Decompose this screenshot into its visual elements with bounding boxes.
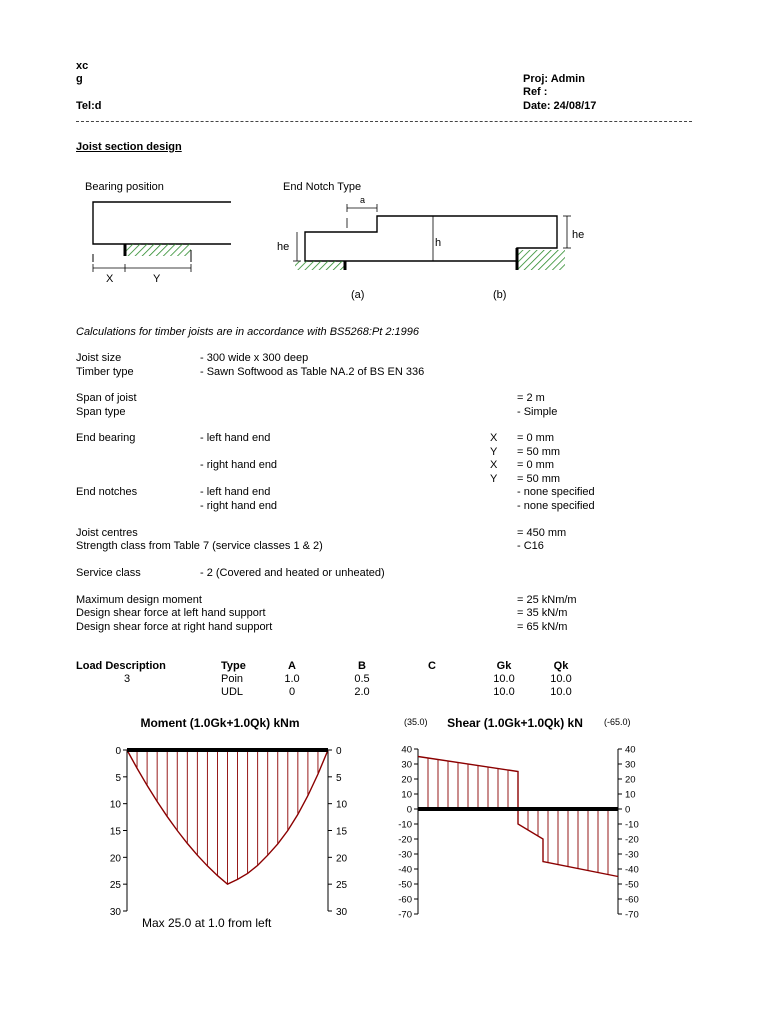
shear-tick-label: 0 [625,804,631,816]
shear-tick-label: 40 [625,744,636,756]
property-row [0,392,768,405]
shear-tick-label: -40 [625,864,639,876]
header-tel: Tel:d [76,100,102,112]
property-label: Span of joist [76,392,137,404]
shear-tick-label: -10 [625,819,639,831]
property-row [0,446,768,459]
property-row [0,352,768,365]
property-value: = 50 mm [517,473,561,485]
property-row [0,500,768,513]
property-row [0,527,768,540]
property-value: = 25 kNm/m [517,594,577,606]
header-date: Date: 24/08/17 [523,100,597,112]
property-desc: - right hand end [200,459,278,471]
property-desc: - left hand end [200,486,271,498]
property-row [0,406,768,419]
property-value: = 0 mm [517,432,554,444]
property-row [0,366,768,379]
moment-tick-label: 20 [109,853,121,865]
caption-b: (b) [493,289,507,301]
property-value: = 65 kN/m [517,621,568,633]
label-h: h [435,237,442,249]
property-label: Design shear force at right hand support [76,621,273,633]
label-x: X [106,273,114,285]
property-row [0,621,768,634]
header-line1: xc [76,60,89,72]
moment-tick-label: 10 [109,799,121,811]
moment-tick-label: 30 [336,907,348,918]
section-title: Joist section design [76,141,182,153]
notch-title: End Notch Type [283,181,362,193]
property-desc: - 2 (Covered and heated or unheated) [200,567,385,579]
label-he-b: he [572,229,585,241]
property-symbol: Y [490,446,498,458]
notch-b-sketch [433,216,571,270]
load-table-cell: 10.0 [550,686,572,698]
property-symbol: X [490,432,498,444]
load-table-header: B [358,660,366,672]
property-desc: - left hand end [200,432,271,444]
load-table-cell: 0.5 [354,673,370,685]
load-table-cell: 2.0 [354,686,370,698]
property-row [0,486,768,499]
load-table-cell: UDL [221,686,244,698]
moment-tick-label: 25 [336,880,348,892]
joist-diagram [70,172,600,304]
shear-tick-label: -40 [398,864,412,876]
moment-tick-label: 0 [336,746,342,757]
notch-a-sketch [293,204,433,270]
property-label: End notches [76,486,138,498]
shear-tick-label: -20 [625,834,639,846]
calc-note: Calculations for timber joists are in accordance with BS5268:Pt 2:1996 [76,326,420,338]
load-table-cell: 10.0 [493,686,515,698]
shear-tick-label: 30 [401,759,412,771]
shear-tick-label: 10 [625,789,636,801]
shear-tick-label: 20 [401,774,412,786]
property-label: Maximum design moment [76,594,202,606]
property-label: Service class [76,567,141,579]
load-table-cell: 10.0 [493,673,515,685]
property-row [0,540,768,553]
property-value: = 50 mm [517,446,561,458]
moment-tick-label: 10 [336,799,348,811]
shear-tick-label: -30 [398,849,412,861]
load-table-header: Type [221,660,246,672]
header-ref: Ref : [523,86,548,98]
moment-tick-label: 30 [109,907,121,918]
moment-title: Moment (1.0Gk+1.0Qk) kNm [140,716,300,730]
property-label: Joist size [76,352,122,364]
moment-tick-label: 5 [336,772,342,784]
shear-tick-label: 40 [401,744,412,756]
property-symbol: Y [490,473,498,485]
property-value: - Simple [517,406,558,418]
shear-tick-label: -50 [398,879,412,891]
shear-tick-label: -10 [398,819,412,831]
shear-title: Shear (1.0Gk+1.0Qk) kN [447,716,583,730]
shear-tick-label: -70 [398,909,412,921]
property-value: = 0 mm [517,459,554,471]
property-label: Span type [76,406,126,418]
property-label: Strength class from Table 7 (service classes 1 & 2) [76,540,323,552]
shear-tick-label: -70 [625,909,639,921]
property-value: = 2 m [517,392,545,404]
moment-plot [110,746,348,918]
load-table-header: C [428,660,436,672]
moment-tick-label: 5 [115,772,121,784]
shear-left-label: (35.0) [404,717,428,727]
header-divider [76,121,692,122]
property-value: = 35 kN/m [517,607,568,619]
load-table-cell: 10.0 [550,673,572,685]
load-table-header: Qk [553,660,569,672]
header-proj: Proj: Admin [523,73,585,85]
moment-tick-label: 15 [109,826,121,838]
property-row [0,567,768,580]
moment-tick-label: 0 [115,746,121,757]
shear-tick-label: -20 [398,834,412,846]
property-value: - none specified [517,500,595,512]
property-row [0,594,768,607]
label-a: a [360,195,366,205]
load-table-header: Gk [496,660,512,672]
property-label: End bearing [76,432,136,444]
property-desc: - right hand end [200,500,278,512]
shear-tick-label: 30 [625,759,636,771]
moment-tick-label: 25 [109,880,121,892]
shear-right-label: (-65.0) [604,717,631,727]
property-label: Design shear force at left hand support [76,607,266,619]
property-label: Timber type [76,366,134,378]
property-row [0,473,768,486]
load-table-cell: Poin [221,673,244,685]
load-table-header: Load Description [76,660,166,672]
shear-tick-label: -60 [398,894,412,906]
shear-plot [398,745,638,921]
property-label: Joist centres [76,527,138,539]
load-table-cell: 1.0 [284,673,300,685]
load-table-header: A [288,660,296,672]
caption-a: (a) [351,289,365,301]
shear-tick-label: 10 [401,789,412,801]
moment-tick-label: 20 [336,853,348,865]
load-table-cell: 3 [124,673,131,685]
shear-chart [380,708,670,928]
bearing-sketch [93,202,231,272]
load-table-cell: 0 [288,686,296,698]
property-value: - none specified [517,486,595,498]
moment-tick-label: 15 [336,826,348,838]
property-value: = 450 mm [517,527,567,539]
moment-chart [70,708,370,940]
header-line2: g [76,73,83,85]
property-symbol: X [490,459,498,471]
bearing-title: Bearing position [85,181,164,193]
shear-tick-label: -30 [625,849,639,861]
shear-tick-label: -50 [625,879,639,891]
property-row [0,607,768,620]
label-y: Y [153,273,161,285]
property-desc: - Sawn Softwood as Table NA.2 of BS EN 336 [200,366,425,378]
property-row [0,459,768,472]
property-value: - C16 [517,540,544,552]
shear-tick-label: -60 [625,894,639,906]
shear-tick-label: 0 [406,804,412,816]
label-he-a: he [277,241,290,253]
property-row [0,432,768,445]
property-desc: - 300 wide x 300 deep [200,352,309,364]
moment-annotation: Max 25.0 at 1.0 from left [142,916,272,930]
shear-tick-label: 20 [625,774,636,786]
